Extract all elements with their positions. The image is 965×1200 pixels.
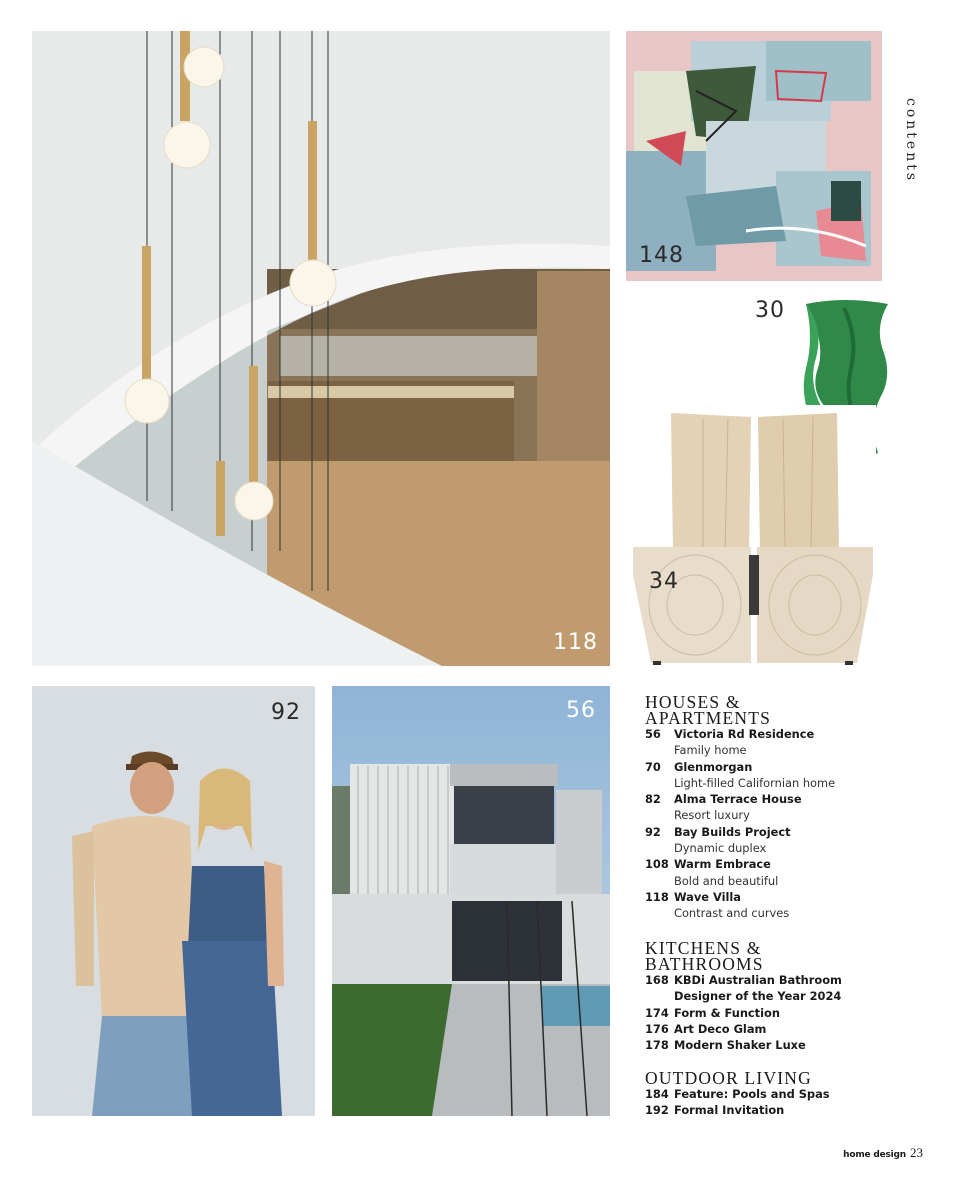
toc-entry-subtitle: Light-filled Californian home xyxy=(674,775,836,790)
photo-stools xyxy=(633,405,876,667)
footer-page-number: 23 xyxy=(910,1145,923,1160)
page-footer xyxy=(843,1145,923,1161)
toc-section-kitchens xyxy=(645,940,945,1053)
toc-heading-houses: HOUSES & APARTMENTS xyxy=(645,692,772,728)
photo-artwork xyxy=(626,31,882,281)
page-number-148: 148 xyxy=(639,243,684,268)
toc-entry[interactable]: 176 Art Deco Glam xyxy=(645,1021,767,1036)
toc-entry[interactable]: 108 Warm Embrace xyxy=(645,857,771,872)
toc-entry[interactable]: 56 Victoria Rd Residence xyxy=(645,727,815,741)
page-number-34: 34 xyxy=(649,569,679,594)
kitchen-image xyxy=(32,31,610,666)
toc-entry[interactable]: 178 Modern Shaker Luxe xyxy=(645,1038,806,1053)
house-image xyxy=(332,686,610,1116)
toc-list xyxy=(645,1086,945,1119)
photo-house xyxy=(332,686,610,1116)
page-number-56: 56 xyxy=(566,698,596,723)
photo-couple xyxy=(32,686,315,1116)
stools-image xyxy=(633,405,876,667)
toc-entry-subtitle: Family home xyxy=(674,743,747,758)
toc-entry[interactable]: 192 Formal Invitation xyxy=(645,1103,785,1118)
toc-entry-title-continued: Designer of the Year 2024 xyxy=(674,989,842,1004)
toc-entry[interactable]: 118 Wave Villa xyxy=(645,889,741,904)
page-number-30: 30 xyxy=(755,298,785,323)
toc-entry-subtitle: Resort luxury xyxy=(674,808,750,823)
page-number-118: 118 xyxy=(553,630,598,655)
toc-entry[interactable]: 82 Alma Terrace House xyxy=(645,792,802,807)
toc-entry[interactable]: 184 Feature: Pools and Spas xyxy=(645,1087,830,1101)
toc-entry-subtitle: Dynamic duplex xyxy=(674,841,767,856)
toc-entry[interactable]: 168 KBDi Australian Bathroom xyxy=(645,973,842,987)
toc-entry[interactable]: 70 Glenmorgan xyxy=(645,759,753,774)
toc-list xyxy=(645,726,945,922)
toc-entry-subtitle: Contrast and curves xyxy=(674,906,790,921)
toc-entry[interactable]: 92 Bay Builds Project xyxy=(645,824,791,839)
photo-kitchen xyxy=(32,31,610,666)
toc-section-outdoor xyxy=(645,1070,945,1119)
toc-heading-outdoor: OUTDOOR LIVING xyxy=(645,1068,812,1088)
toc-list xyxy=(645,972,945,1053)
page-number-92: 92 xyxy=(271,700,301,725)
footer-brand: home design xyxy=(843,1150,906,1160)
toc-entry[interactable]: 174 Form & Function xyxy=(645,1005,780,1020)
section-label: contents xyxy=(903,98,919,184)
couple-image xyxy=(32,686,315,1116)
toc-section-houses xyxy=(645,694,945,922)
toc-heading-kitchens: KITCHENS & BATHROOMS xyxy=(645,938,764,974)
toc-entry-subtitle: Bold and beautiful xyxy=(674,873,779,888)
